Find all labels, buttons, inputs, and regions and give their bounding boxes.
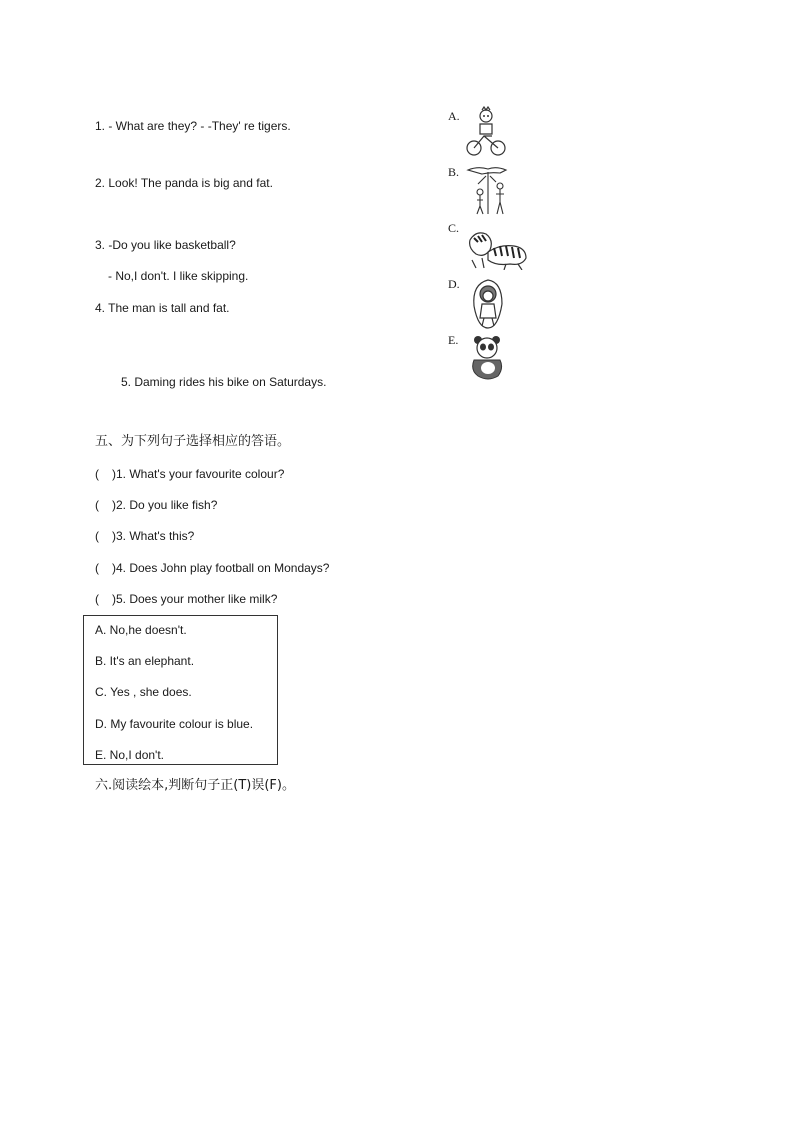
answer-bracket-3[interactable]: ( <box>95 529 99 543</box>
tigers-icon <box>466 226 530 270</box>
picture-letter-a: A. <box>448 109 460 123</box>
picture-letter-d: D. <box>448 277 460 291</box>
picture-letter-b: B. <box>448 165 460 179</box>
sentence-3: 3. -Do you like basketball? <box>95 238 236 252</box>
answer-bracket-4[interactable]: ( <box>95 561 99 575</box>
girl-skipping-icon <box>468 276 508 330</box>
answer-choice-d: D. My favourite colour is blue. <box>95 717 254 731</box>
answer-choice-b: B. It's an elephant. <box>95 654 195 668</box>
answer-bracket-5[interactable]: ( <box>95 592 99 606</box>
question-4: )4. Does John play football on Mondays? <box>112 561 330 575</box>
sentence-2: 2. Look! The panda is big and fat. <box>95 176 273 190</box>
section-5-heading: 五、为下列句子选择相应的答语。 <box>95 434 291 449</box>
sentence-4: 4. The man is tall and fat. <box>95 301 230 315</box>
panda-icon <box>468 332 508 382</box>
boy-on-bike-icon <box>466 106 506 158</box>
answer-choice-a: A. No,he doesn't. <box>95 623 187 637</box>
sentence-1: 1. - What are they? - -They' re tigers. <box>95 119 291 133</box>
question-3: )3. What's this? <box>112 529 195 543</box>
answer-bracket-2[interactable]: ( <box>95 498 99 512</box>
question-2: )2. Do you like fish? <box>112 498 218 512</box>
picture-letter-e: E. <box>448 333 459 347</box>
answer-bracket-1[interactable]: ( <box>95 467 99 481</box>
sentence-3-reply: - No,I don't. I like skipping. <box>108 269 249 283</box>
section-6-heading: 六.阅读绘本,判断句子正(T)误(F)。 <box>95 778 295 793</box>
sentence-5: 5. Daming rides his bike on Saturdays. <box>121 375 327 389</box>
answer-choice-e: E. No,I don't. <box>95 748 164 762</box>
people-under-tree-icon <box>466 164 512 216</box>
question-1: )1. What's your favourite colour? <box>112 467 285 481</box>
answer-choice-c: C. Yes , she does. <box>95 685 192 699</box>
question-5: )5. Does your mother like milk? <box>112 592 278 606</box>
picture-letter-c: C. <box>448 221 460 235</box>
